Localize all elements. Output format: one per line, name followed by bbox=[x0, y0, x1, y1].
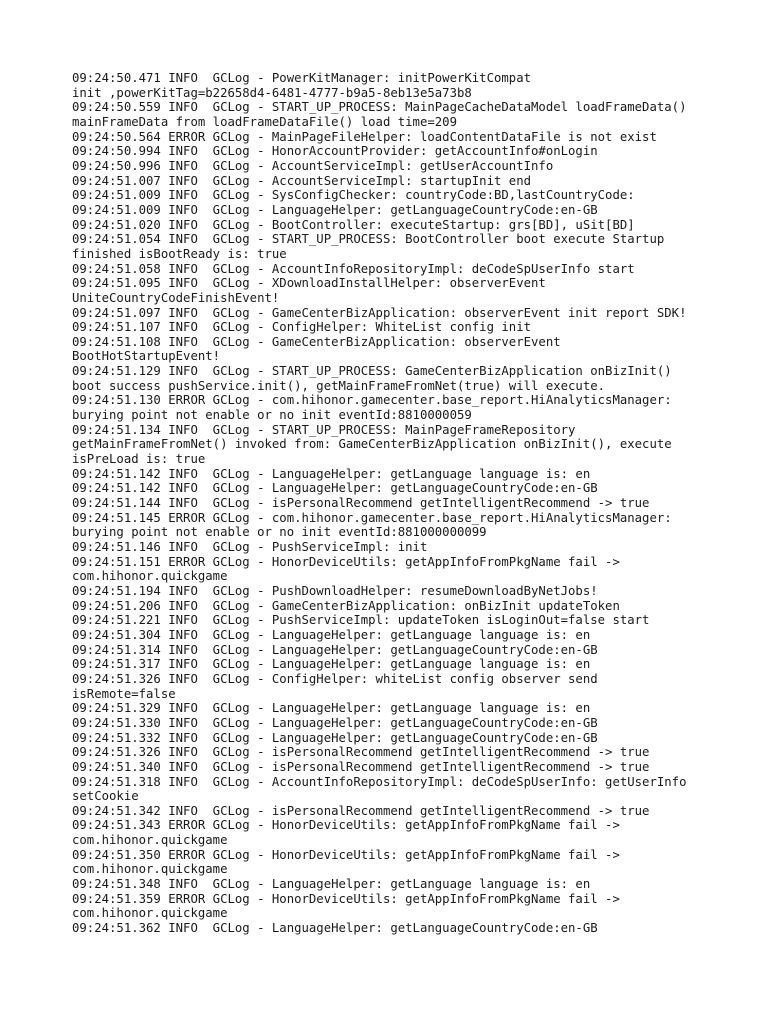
log-line: 09:24:51.342 INFO GCLog - isPersonalRecommend getIntelligentRecommend -> true bbox=[72, 803, 650, 818]
log-line: UniteCountryCodeFinishEvent! bbox=[72, 290, 280, 305]
log-line: 09:24:51.142 INFO GCLog - LanguageHelper: getLanguageCountryCode:en-GB bbox=[72, 481, 598, 496]
log-line: 09:24:51.020 INFO GCLog - BootController: executeStartup: grs[BD], uSit[BD] bbox=[72, 217, 635, 232]
log-line: 09:24:51.009 INFO GCLog - LanguageHelper: getLanguageCountryCode:en-GB bbox=[72, 202, 598, 217]
log-line: isPreLoad is: true bbox=[72, 452, 206, 467]
log-line: 09:24:51.314 INFO GCLog - LanguageHelper: getLanguageCountryCode:en-GB bbox=[72, 642, 598, 657]
log-line: 09:24:51.326 INFO GCLog - isPersonalRecommend getIntelligentRecommend -> true bbox=[72, 745, 650, 760]
log-line: burying point not enable or no init eventId:881000000099 bbox=[72, 525, 487, 540]
log-line: 09:24:50.564 ERROR GCLog - MainPageFileHelper: loadContentDataFile is not exist bbox=[72, 129, 657, 144]
log-line: 09:24:51.206 INFO GCLog - GameCenterBizApplication: onBizInit updateToken bbox=[72, 598, 620, 613]
log-line: 09:24:51.144 INFO GCLog - isPersonalRecommend getIntelligentRecommend -> true bbox=[72, 496, 650, 511]
log-line: com.hihonor.quickgame bbox=[72, 569, 228, 584]
log-line: 09:24:51.151 ERROR GCLog - HonorDeviceUtils: getAppInfoFromPkgName fail -> bbox=[72, 554, 620, 569]
log-line: 09:24:51.194 INFO GCLog - PushDownloadHelper: resumeDownloadByNetJobs! bbox=[72, 583, 598, 598]
log-line: 09:24:51.359 ERROR GCLog - HonorDeviceUtils: getAppInfoFromPkgName fail -> bbox=[72, 891, 620, 906]
log-line: 09:24:51.348 INFO GCLog - LanguageHelper: getLanguage language is: en bbox=[72, 877, 591, 892]
log-line: 09:24:51.340 INFO GCLog - isPersonalRecommend getIntelligentRecommend -> true bbox=[72, 759, 650, 774]
log-line: 09:24:51.007 INFO GCLog - AccountServiceImpl: startupInit end bbox=[72, 173, 532, 188]
log-line: BootHotStartupEvent! bbox=[72, 349, 221, 364]
log-line: 09:24:51.350 ERROR GCLog - HonorDeviceUtils: getAppInfoFromPkgName fail -> bbox=[72, 847, 620, 862]
log-line: finished isBootReady is: true bbox=[72, 246, 287, 261]
log-line: com.hihonor.quickgame bbox=[72, 862, 228, 877]
log-line: 09:24:51.318 INFO GCLog - AccountInfoRepositoryImpl: deCodeSpUserInfo: getUserInfo bbox=[72, 774, 687, 789]
log-line: boot success pushService.init(), getMainFrameFromNet(true) will execute. bbox=[72, 378, 606, 393]
log-line: setCookie bbox=[72, 789, 139, 804]
log-line: 09:24:51.095 INFO GCLog - XDownloadInstallHelper: observerEvent bbox=[72, 276, 546, 291]
log-text-block bbox=[72, 71, 762, 936]
log-line: 09:24:51.332 INFO GCLog - LanguageHelper: getLanguageCountryCode:en-GB bbox=[72, 730, 598, 745]
log-line: 09:24:51.134 INFO GCLog - START_UP_PROCESS: MainPageFrameRepository bbox=[72, 422, 576, 437]
log-line: 09:24:51.330 INFO GCLog - LanguageHelper: getLanguageCountryCode:en-GB bbox=[72, 715, 598, 730]
log-line: 09:24:51.130 ERROR GCLog - com.hihonor.gamecenter.base_report.HiAnalyticsManager: bbox=[72, 393, 672, 408]
log-line: 09:24:51.362 INFO GCLog - LanguageHelper: getLanguageCountryCode:en-GB bbox=[72, 921, 598, 936]
log-line: 09:24:51.146 INFO GCLog - PushServiceImpl: init bbox=[72, 540, 428, 554]
log-line: 09:24:51.317 INFO GCLog - LanguageHelper: getLanguage language is: en bbox=[72, 657, 591, 672]
log-line: 09:24:51.058 INFO GCLog - AccountInfoRepositoryImpl: deCodeSpUserInfo start bbox=[72, 261, 635, 276]
log-line: 09:24:51.304 INFO GCLog - LanguageHelper: getLanguage language is: en bbox=[72, 627, 591, 642]
log-line: isRemote=false bbox=[72, 686, 176, 701]
log-line: init ,powerKitTag=b22658d4-6481-4777-b9a5-8eb13e5a73b8 bbox=[72, 85, 472, 100]
log-line: 09:24:50.996 INFO GCLog - AccountServiceImpl: getUserAccountInfo bbox=[72, 158, 554, 173]
log-line: mainFrameData from loadFrameDataFile() load time=209 bbox=[72, 114, 457, 129]
log-line: 09:24:51.145 ERROR GCLog - com.hihonor.gamecenter.base_report.HiAnalyticsManager: bbox=[72, 510, 672, 525]
log-line: 09:24:51.326 INFO GCLog - ConfigHelper: whiteList config observer send bbox=[72, 671, 598, 686]
log-line: 09:24:50.994 INFO GCLog - HonorAccountProvider: getAccountInfo#onLogin bbox=[72, 144, 598, 159]
log-line: 09:24:51.108 INFO GCLog - GameCenterBizApplication: observerEvent bbox=[72, 334, 561, 349]
log-line: 09:24:51.142 INFO GCLog - LanguageHelper: getLanguage language is: en bbox=[72, 466, 591, 481]
log-line: 09:24:50.559 INFO GCLog - START_UP_PROCESS: MainPageCacheDataModel loadFrameData() bbox=[72, 100, 687, 115]
log-line: 09:24:51.107 INFO GCLog - ConfigHelper: WhiteList config init bbox=[72, 320, 532, 335]
log-line: com.hihonor.quickgame bbox=[72, 833, 228, 848]
log-line: 09:24:51.329 INFO GCLog - LanguageHelper: getLanguage language is: en bbox=[72, 701, 591, 716]
log-line: 09:24:50.471 INFO GCLog - PowerKitManager: initPowerKitCompat bbox=[72, 71, 532, 85]
log-line: com.hihonor.quickgame bbox=[72, 906, 228, 921]
log-line: 09:24:51.097 INFO GCLog - GameCenterBizApplication: observerEvent init report SDK! bbox=[72, 305, 687, 320]
log-line: burying point not enable or no init eventId:8810000059 bbox=[72, 408, 472, 423]
log-line: getMainFrameFromNet() invoked from: GameCenterBizApplication onBizInit(), execute bbox=[72, 437, 672, 452]
log-line: 09:24:51.129 INFO GCLog - START_UP_PROCESS: GameCenterBizApplication onBizInit() bbox=[72, 364, 672, 379]
log-line: 09:24:51.221 INFO GCLog - PushServiceImpl: updateToken isLoginOut=false start bbox=[72, 613, 650, 628]
log-line: 09:24:51.009 INFO GCLog - SysConfigChecker: countryCode:BD,lastCountryCode: bbox=[72, 188, 635, 203]
log-line: 09:24:51.054 INFO GCLog - START_UP_PROCESS: BootController boot execute Startup bbox=[72, 232, 665, 247]
log-line: 09:24:51.343 ERROR GCLog - HonorDeviceUtils: getAppInfoFromPkgName fail -> bbox=[72, 818, 620, 833]
